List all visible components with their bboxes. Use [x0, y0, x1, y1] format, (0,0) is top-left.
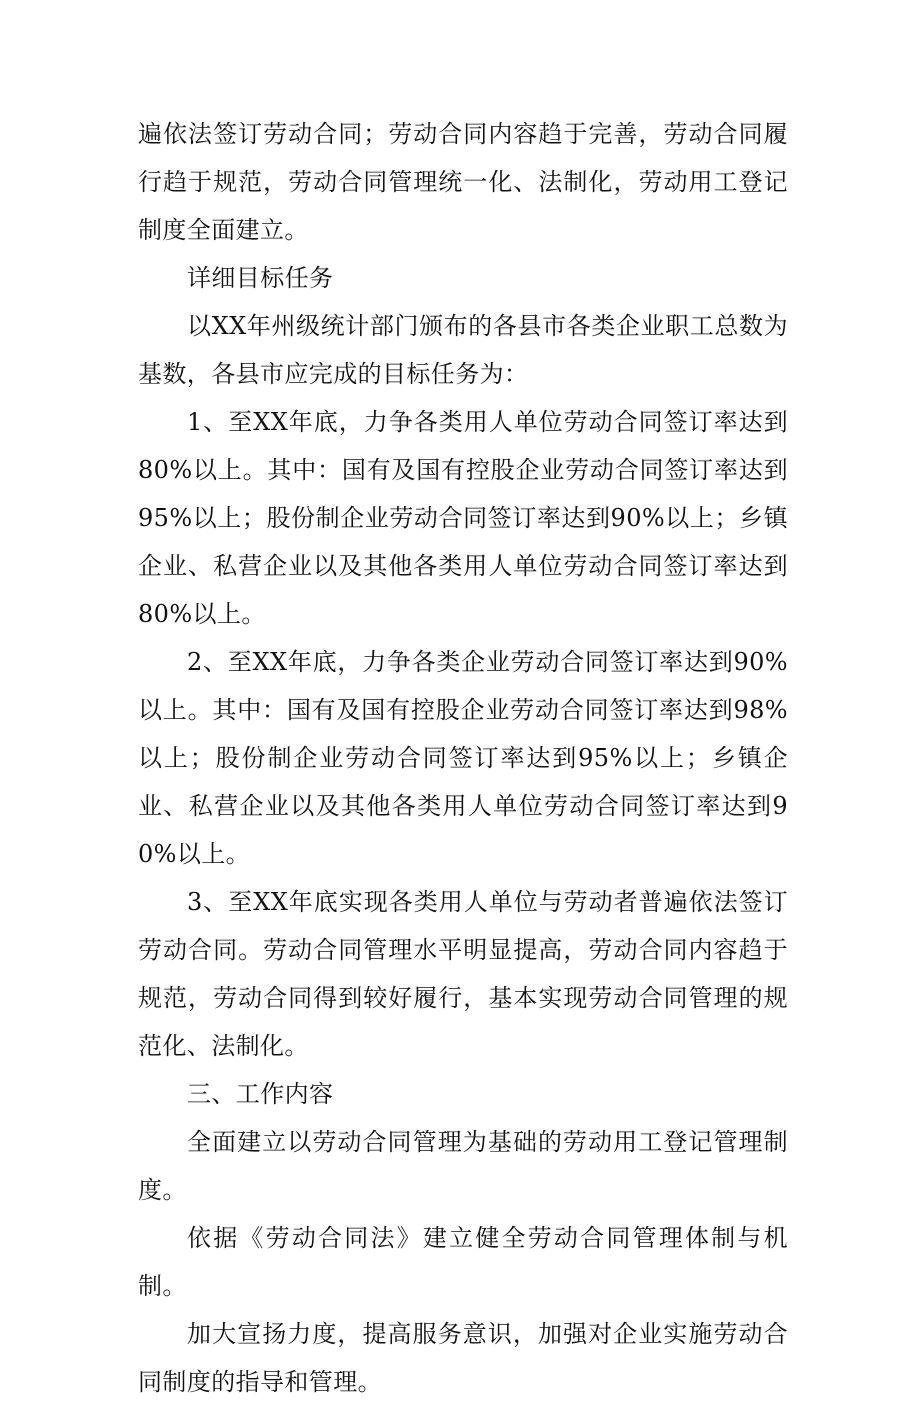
paragraph-target-basis: 以XX年州级统计部门颁布的各县市各类企业职工总数为基数，各县市应完成的目标任务为： — [138, 312, 788, 388]
paragraph-target-item-2: 2、至XX年底，力争各类企业劳动合同签订率达到90%以上。其中：国有及国有控股企业劳动合同签订率达到98%以上；股份制企业劳动合同签订率达到95%以上；乡镇企业、私营企业以及其他各类用人单位劳动合同签订率达到90%以上。 — [138, 648, 788, 868]
paragraph-continued-intro: 遍依法签订劳动合同；劳动合同内容趋于完善，劳动合同履行趋于规范，劳动合同管理统一化、法制化，劳动用工登记制度全面建立。 — [138, 120, 788, 244]
paragraph-work-item-3: 加大宣扬力度，提高服务意识，加强对企业实施劳动合同制度的指导和管理。 — [138, 1320, 788, 1396]
paragraph-section-heading-targets: 详细目标任务 — [187, 264, 334, 292]
paragraph-target-item-1: 1、至XX年底，力争各类用人单位劳动合同签订率达到80%以上。其中：国有及国有控股企业劳动合同签订率达到95%以上；股份制企业劳动合同签订率达到90%以上；乡镇企业、私营企业以及其他各类用人单位劳动合同签订率达到80%以上。 — [138, 408, 788, 628]
paragraph-target-item-3: 3、至XX年底实现各类用人单位与劳动者普遍依法签订劳动合同。劳动合同管理水平明显提高，劳动合同内容趋于规范，劳动合同得到较好履行，基本实现劳动合同管理的规范化、法制化。 — [138, 888, 788, 1060]
paragraph-work-item-2: 依据《劳动合同法》建立健全劳动合同管理体制与机制。 — [138, 1224, 788, 1300]
paragraph-section-heading-work: 三、工作内容 — [187, 1080, 334, 1108]
document-body — [138, 110, 788, 1406]
paragraph-work-item-1: 全面建立以劳动合同管理为基础的劳动用工登记管理制度。 — [138, 1128, 788, 1204]
